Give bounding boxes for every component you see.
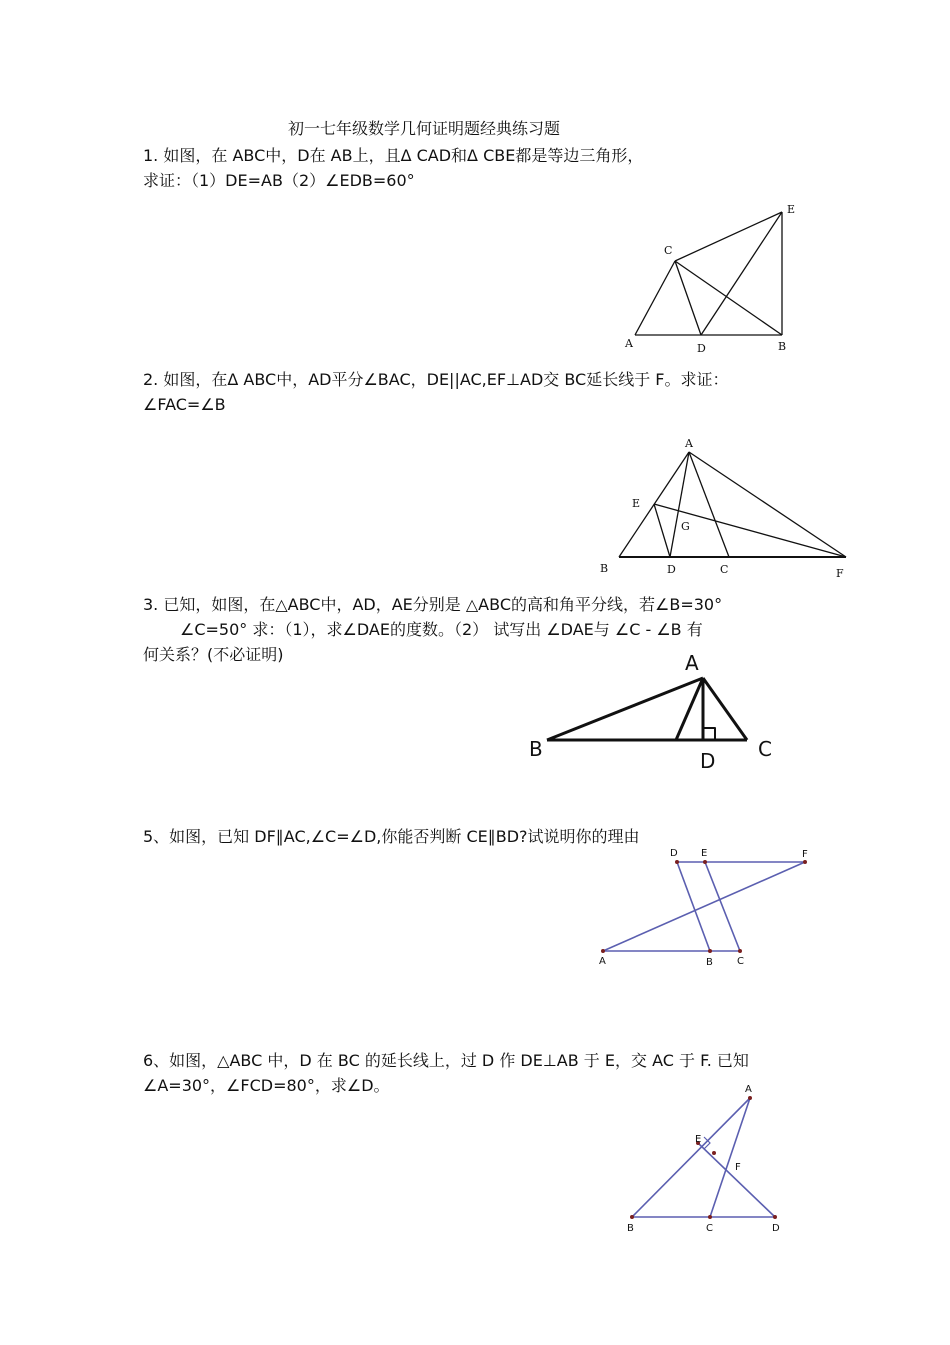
problem-3-text-line-3: 何关系？(不必证明) <box>143 645 284 664</box>
segment-af <box>689 452 846 557</box>
point-label-a: A <box>625 337 633 350</box>
problem-5-text-line-1: 5、如图，已知 DF∥AC,∠C=∠D,你能否判断 CE∥BD?试说明你的理由 <box>143 827 640 846</box>
problem-3-text-line-2: ∠C=50° 求：（1），求∠DAE的度数。（2） 试写出 ∠DAE与 ∠C - ∠B 有 <box>180 620 703 639</box>
segment-af <box>603 862 805 951</box>
problem-5-figure <box>590 842 825 972</box>
point-label-a: A <box>685 437 693 450</box>
segment-ed <box>654 504 670 557</box>
segment-ad <box>670 452 689 557</box>
point-label-d: D <box>697 342 706 355</box>
segment-ac <box>689 452 729 557</box>
point-label-c: C <box>664 244 673 257</box>
segment-ec <box>705 862 740 951</box>
problem-3-text-line-1: 3. 已知，如图，在△ABC中，AD，AE分别是 △ABC的高和角平分线，若∠B=30° <box>143 595 723 614</box>
point-label-f: F <box>735 1162 741 1173</box>
point-label-g: G <box>681 520 690 533</box>
problem-1-text-line-2: 求证：（1）DE=AB（2）∠EDB=60° <box>143 171 415 190</box>
segment-cb <box>675 261 782 335</box>
segment-ac <box>703 678 747 740</box>
point-label-b: B <box>778 340 787 353</box>
problem-1-text-line-1: 1. 如图，在 ABC中，D在 AB上，且Δ CAD和Δ CBE都是等边三角形， <box>143 146 644 165</box>
point-label-c: C <box>706 1223 713 1234</box>
point-label-b: B <box>706 957 713 968</box>
point-c <box>708 1215 712 1219</box>
point-label-b: B <box>529 737 543 761</box>
point-label-c: C <box>758 737 772 761</box>
problem-2-text-line-1: 2. 如图，在Δ ABC中，AD平分∠BAC，DE||AC,EF⊥AD交 BC延长线于 F。求证： <box>143 370 729 389</box>
point-label-c: C <box>737 956 744 967</box>
problem-2-figure <box>592 430 857 580</box>
point-label-f: F <box>836 567 844 580</box>
point-label-d: D <box>670 848 678 859</box>
point-d <box>773 1215 777 1219</box>
point-b <box>630 1215 634 1219</box>
problem-2-text-line-2: ∠FAC=∠B <box>143 395 226 414</box>
point-label-a: A <box>745 1084 752 1095</box>
point-label-b: B <box>600 562 609 575</box>
segment-ac <box>635 261 675 335</box>
point-label-a: A <box>685 651 699 675</box>
point-label-d: D <box>772 1223 780 1234</box>
point-label-d: D <box>667 563 676 576</box>
point-a <box>601 949 605 953</box>
problem-3-figure <box>525 650 785 775</box>
problem-1-figure <box>615 195 815 360</box>
point-label-b: B <box>627 1223 634 1234</box>
point-b <box>708 949 712 953</box>
point-label-f: F <box>802 849 808 860</box>
problem-6-figure <box>620 1080 795 1240</box>
point-label-e: E <box>701 848 708 859</box>
segment-ac <box>710 1098 750 1217</box>
point-f <box>803 860 807 864</box>
point-d <box>675 860 679 864</box>
problem-6-text-line-2: ∠A=30°，∠FCD=80°，求∠D。 <box>143 1076 390 1095</box>
segment-ed <box>698 1143 775 1217</box>
point-label-e: E <box>787 203 796 216</box>
point-label-e: E <box>632 497 641 510</box>
page-title: 初一七年级数学几何证明题经典练习题 <box>288 119 561 138</box>
point-e <box>703 860 707 864</box>
point-f <box>712 1151 716 1155</box>
point-label-c: C <box>720 563 729 576</box>
right-angle-mark <box>703 728 715 740</box>
point-a <box>748 1096 752 1100</box>
point-label-e: E <box>695 1134 702 1145</box>
point-label-d: D <box>700 749 716 773</box>
problem-6-text-line-1: 6、如图，△ABC 中，D 在 BC 的延长线上，过 D 作 DE⊥AB 于 E，交 AC 于 F. 已知 <box>143 1051 749 1070</box>
point-c <box>738 949 742 953</box>
segment-cd <box>675 261 701 335</box>
point-label-a: A <box>599 956 606 967</box>
segment-ba <box>632 1098 750 1217</box>
